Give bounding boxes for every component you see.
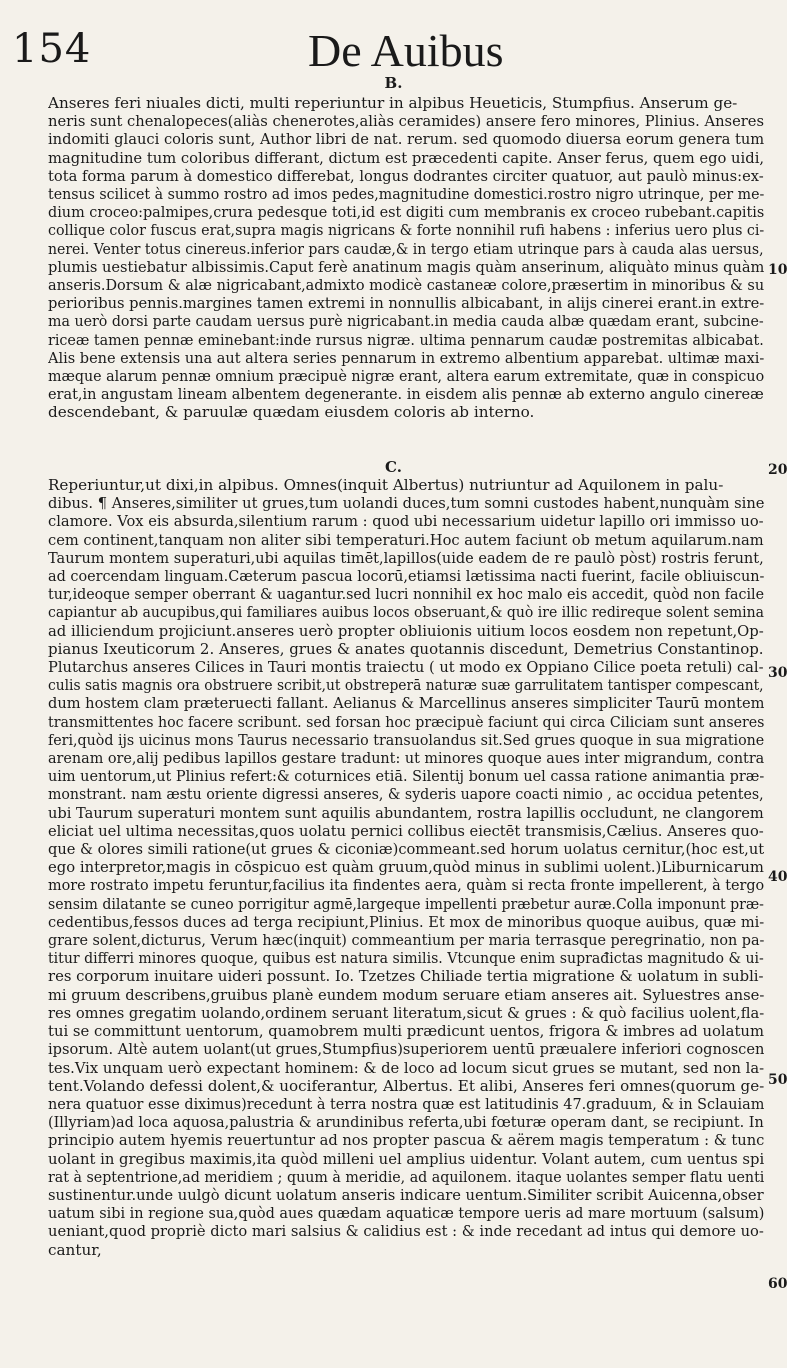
text-line: ubi Taurum superaturi montem sunt aquilis abundantem, rostra lapillis occludunt, ne clangorem — [48, 803, 764, 822]
page-header — [8, 14, 768, 76]
text-line: cantur, — [48, 1240, 102, 1259]
margin-line-number: 20 — [768, 462, 787, 478]
text-line: ueniant,quod propriè dicto mari salsius & calidius est : & inde recedant ad intus qui demore uo- — [48, 1222, 764, 1241]
text-line: titur differri minores quoque, quibus est natura similis. Vtcunque enim suprađictas magnitudo & ui- — [48, 949, 764, 968]
margin-line-number: 40 — [768, 869, 787, 885]
text-line: dium croceo:palmipes,crura pedesque toti,id est digiti cum membranis ex croceo rubebant.capitis — [48, 203, 764, 222]
text-line: ad coercendam linguam.Cæterum pascua locorū,etiamsi lætissima nacti fuerint, facile obliuiscun- — [48, 567, 764, 586]
margin-line-number: 60 — [768, 1276, 787, 1292]
text-line: grare solent,dicturus, Verum hæc(inquit) commeantium per maria terrasque peregrinatio, non pa- — [48, 931, 764, 950]
text-line: perioribus pennis.margines tamen extremi in nonnullis albicabant, in alijs cinerei erant.in extre- — [48, 294, 764, 313]
text-line: ad illiciendum projiciunt.anseres uerò propter obliuionis uitium locos eosdem non repetunt,Op- — [48, 621, 764, 640]
text-line: dibus. ¶ Anseres,similiter ut grues,tum uolandi duces,tum somni custodes habent,nunquàm sine — [48, 494, 764, 513]
text-line: anseris.Dorsum & alæ nigricabant,admixto modicè castaneæ colore,præsertim in minoribus & su — [48, 276, 764, 295]
text-line: dum hostem clam præteruecti fallant. Aelianus & Marcellinus anseres simpliciter Taurū montem — [48, 694, 764, 713]
section-c-text — [48, 476, 764, 1259]
text-line: tent.Volando defessi dolent,& uociferantur, Albertus. Et alibi, Anseres feri omnes(quorum ge- — [48, 1076, 764, 1095]
text-line: mæque alarum pennæ omnium præcipuè nigræ erant, altera earum extremitate, quæ in conspicuo — [48, 367, 764, 386]
text-line: uim uentorum,ut Plinius refert:& coturnices etiā. Silentij bonum uel cassa ratione animantia præ- — [48, 767, 764, 786]
text-line: culis satis magnis ora obstruere scribit,ut obstreperā naturæ suæ garrulitatem tantisper compescant, — [48, 676, 764, 695]
text-line: res omnes gregatim uolando,ordinem seruant literatum,sicut & grues : & quò facilius uolent,fla- — [48, 1003, 764, 1022]
text-line: descendebant, & paruulæ quædam eiusdem coloris ab interno. — [48, 403, 535, 422]
text-line: sensim dilatante se cuneo porrigitur agmē,largeque impellenti præbetur auræ.Colla imponunt præ- — [48, 894, 764, 913]
text-line: Anseres feri niuales dicti, multi reperiuntur in alpibus Heueticis, Stumpfius. Anserum ge- — [48, 94, 738, 112]
text-line: Reperiuntur,ut dixi,in alpibus. Omnes(inquit Albertus) nutriuntur ad Aquilonem in palu- — [48, 476, 724, 494]
text-line: rat à septentrione,ad meridiem ; quum à meridie, ad aquilonem. itaque uolantes semper flatu uenti — [48, 1167, 764, 1186]
text-line: indomiti glauci coloris sunt, Author libri de nat. rerum. sed quomodo diuersa eorum genera tum — [48, 130, 764, 149]
text-line: erat,in angustam lineam albentem degenerante. in eisdem alis pennæ ab externo angulo cinereæ — [48, 385, 764, 404]
text-line: ma uerò dorsi parte caudam uersus purè nigricabant.in media cauda albæ quædam erant, subcine- — [48, 312, 764, 331]
text-line: transmittentes hoc facere scribunt. sed forsan hoc præcipuè faciunt qui circa Ciliciam sunt anseres — [48, 712, 764, 731]
text-line: Plutarchus anseres Cilices in Tauri montis traiectu ( ut modo ex Oppiano Cilice poeta retuli) cal- — [48, 658, 764, 677]
text-line: Taurum montem superaturi,ubi aquilas timēt,lapillos(uide eadem de re paulò pòst) rostris ferunt, — [48, 548, 764, 567]
text-line: capiantur ab aucupibus,qui familiares auibus locos obseruant,& quò ire illic redireque solent semina — [48, 603, 764, 622]
text-line: (Illyriam)ad loca aquosa,palustria & arundinibus referta,ubi fœturæ operam dant, se recipiunt. In — [48, 1113, 764, 1132]
text-line: magnitudine tum coloribus differant, dictum est præcedenti capite. Anser ferus, quem ego uidi, — [48, 148, 764, 167]
text-line: mi gruum describens,gruibus planè eundem modum seruare etiam anseres ait. Syluestres anse- — [48, 985, 764, 1004]
text-line: principio autem hyemis reuertuntur ad nos propter pascua & aërem magis temperatum : & tunc — [48, 1131, 764, 1150]
section-letter-b: B. — [384, 74, 403, 92]
text-line: plumis uestiebatur albissimis.Caput ferè anatinum magis quàm anserinum, aliquàto minus quàm — [48, 257, 764, 276]
text-line: tur,ideoque semper oberrant & uagantur.sed lucri nonnihil ex hoc malo eis accedit, quòd non facile — [48, 585, 764, 604]
margin-line-number: 10 — [768, 262, 787, 278]
text-line: tes.Vix unquam uerò expectant hominem: & de loco ad locum sicut grues se mutant, sed non la- — [48, 1058, 764, 1077]
text-line: cedentibus,fessos duces ad terga recipiunt,Plinius. Et mox de minoribus quoque auibus, quæ mi- — [48, 912, 764, 931]
section-letter-c: C. — [385, 458, 402, 476]
text-line: collique color fuscus erat,supra magis nigricans & forte nonnihil rufi habens : inferius uero plus ci- — [48, 221, 764, 240]
text-line: uolant in gregibus maximis,ita quòd milleni uel amplius uidentur. Volant autem, cum uentus spi — [48, 1149, 764, 1168]
text-line: neris sunt chenalopeces(aliàs chenerotes,aliàs ceramides) ansere fero minores, Plinius. Anseres — [48, 112, 764, 131]
text-line: pianus Ixeuticorum 2. Anseres, grues & anates quotannis discedunt, Demetrius Constantinop. — [48, 639, 764, 658]
text-line: tui se committunt uentorum, quamobrem multi prædicunt uentos, frigora & imbres ad uolatum — [48, 1022, 764, 1041]
text-line: nerei. Venter totus cinereus.inferior pars caudæ,& in tergo etiam utrinque pars à cauda alas uersus, — [48, 239, 764, 258]
text-line: eliciat uel ultima necessitas,quos uolatu pernici collibus eiectēt transmisis,Cælius. Anseres quo- — [48, 821, 764, 840]
text-line: clamore. Vox eis absurda,silentium rarum : quod ubi necessarium uidetur lapillo ori immisso uo- — [48, 512, 764, 531]
text-line: sustinentur.unde uulgò dicunt uolatum anseris indicare uentum.Similiter scribit Auicenna,obser — [48, 1185, 764, 1204]
page-number: 154 — [12, 26, 92, 72]
text-line: que & olores simili ratione(ut grues & ciconiæ)commeant.sed horum uolatus cernitur,(hoc est,ut — [48, 840, 764, 859]
text-line: monstrant. nam æstu oriente digressi anseres, & syderis uapore coacti nimio , ac occidua petentes, — [48, 785, 764, 804]
margin-line-number: 50 — [768, 1072, 787, 1088]
text-line: res corporum inuitare uideri possunt. Io. Tzetzes Chiliade tertia migratione & uolatum in subli- — [48, 967, 764, 986]
text-line: riceæ tamen pennæ eminebant:inde rursus nigræ. ultima pennarum caudæ postremitas albicabat. — [48, 330, 764, 349]
text-line: tensus scilicet à summo rostro ad imos pedes,magnitudine domestici.rostro nigro utrinque, per me- — [48, 185, 764, 204]
running-title: De Auibus — [308, 25, 504, 76]
text-line: Alis bene extensis una aut altera series pennarum in extremo albentium apparebat. ultimæ maxi- — [48, 348, 764, 367]
text-line: arenam ore,alij pedibus lapillos gestare tradunt: ut minores quoque aues inter migrandum, contra — [48, 749, 764, 768]
text-line: feri,quòd ijs uicinus mons Taurus necessario transuolandus sit.Sed grues quoque in sua migratione — [48, 730, 764, 749]
text-line: ipsorum. Altè autem uolant(ut grues,Stumpfius)superiorem uentū præualere inferiori cognoscen — [48, 1040, 764, 1059]
text-line: ego interpretor,magis in cōspicuo est quàm gruum,quòd minus in sublimi uolent.)Liburnicarum — [48, 858, 764, 877]
text-line: nera quatuor esse diximus)recedunt à terra nostra quæ est latitudinis 47.graduum, & in Sclauiam — [48, 1094, 764, 1113]
margin-line-number: 30 — [768, 665, 787, 681]
text-line: uatum sibi in regione sua,quòd aues quædam aquaticæ tempore ueris ad mare mortuum (salsum) — [48, 1204, 764, 1223]
text-line: cem continent,tanquam non aliter sibi temperaturi.Hoc autem faciunt ob metum aquilarum.nam — [48, 530, 764, 549]
text-line: tota forma parum à domestico differebat, longus dodrantes circiter quatuor, aut paulò minus:ex- — [48, 166, 764, 185]
section-b-text — [48, 94, 764, 422]
text-line: more rostrato impetu feruntur,facilius ita findentes aera, quàm si recta fronte impellerent, à tergo — [48, 876, 764, 895]
